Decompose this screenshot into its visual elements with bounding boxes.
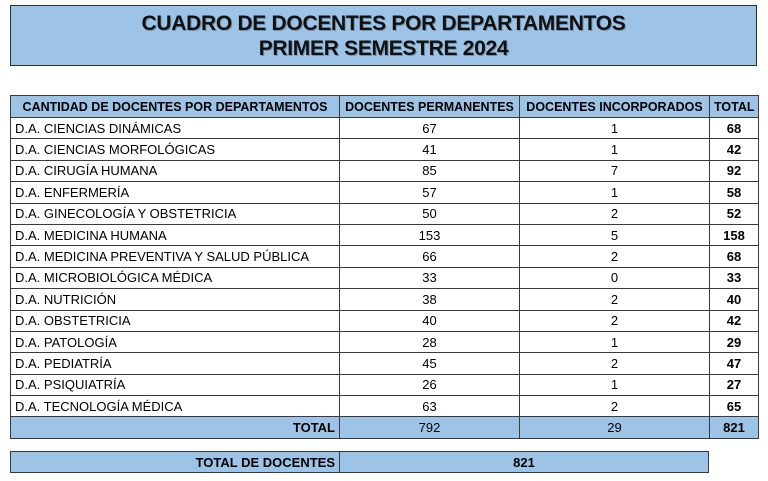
grand-total-value: 821	[340, 452, 709, 473]
row-incorporados: 2	[520, 289, 710, 310]
row-permanentes: 50	[340, 203, 520, 224]
title-line-1: CUADRO DE DOCENTES POR DEPARTAMENTOS	[141, 12, 626, 35]
row-total: 68	[710, 118, 759, 139]
row-permanentes: 63	[340, 396, 520, 417]
row-permanentes: 85	[340, 160, 520, 181]
row-department: D.A. MEDICINA HUMANA	[11, 224, 340, 245]
table-row	[11, 246, 759, 267]
header-departamentos: CANTIDAD DE DOCENTES POR DEPARTAMENTOS	[11, 96, 340, 118]
table-row	[11, 310, 759, 331]
row-department: D.A. OBSTETRICIA	[11, 310, 340, 331]
row-total: 27	[710, 374, 759, 395]
table-header-row	[11, 96, 759, 118]
row-department: D.A. GINECOLOGÍA Y OBSTETRICIA	[11, 203, 340, 224]
row-department: D.A. ENFERMERÍA	[11, 182, 340, 203]
row-total: 68	[710, 246, 759, 267]
row-total: 65	[710, 396, 759, 417]
row-department: D.A. MEDICINA PREVENTIVA Y SALUD PÚBLICA	[11, 246, 340, 267]
row-incorporados: 2	[520, 246, 710, 267]
table-row	[11, 224, 759, 245]
row-department: D.A. CIENCIAS MORFOLÓGICAS	[11, 139, 340, 160]
row-incorporados: 1	[520, 331, 710, 352]
row-permanentes: 57	[340, 182, 520, 203]
header-permanentes: DOCENTES PERMANENTES	[340, 96, 520, 118]
row-permanentes: 67	[340, 118, 520, 139]
row-permanentes: 38	[340, 289, 520, 310]
row-department: D.A. CIRUGÍA HUMANA	[11, 160, 340, 181]
row-department: D.A. PATOLOGÍA	[11, 331, 340, 352]
total-row	[11, 417, 759, 438]
table-row	[11, 289, 759, 310]
table-row	[11, 182, 759, 203]
row-total: 47	[710, 353, 759, 374]
table-row	[11, 139, 759, 160]
row-department: D.A. PEDIATRÍA	[11, 353, 340, 374]
table-row	[11, 374, 759, 395]
title-line-2: PRIMER SEMESTRE 2024	[258, 37, 509, 60]
row-permanentes: 40	[340, 310, 520, 331]
row-incorporados: 2	[520, 396, 710, 417]
table-row	[11, 353, 759, 374]
row-department: D.A. PSIQUIATRÍA	[11, 374, 340, 395]
row-total: 158	[710, 224, 759, 245]
row-department: D.A. CIENCIAS DINÁMICAS	[11, 118, 340, 139]
total-total: 821	[710, 417, 759, 438]
grand-total-table	[10, 451, 709, 473]
grand-total-row	[11, 452, 709, 473]
row-permanentes: 33	[340, 267, 520, 288]
row-total: 52	[710, 203, 759, 224]
header-total: TOTAL	[710, 96, 759, 118]
row-permanentes: 28	[340, 331, 520, 352]
row-incorporados: 1	[520, 118, 710, 139]
row-total: 29	[710, 331, 759, 352]
grand-total-label: TOTAL DE DOCENTES	[11, 452, 340, 473]
row-incorporados: 0	[520, 267, 710, 288]
title-banner	[10, 5, 757, 66]
row-total: 58	[710, 182, 759, 203]
total-permanentes: 792	[340, 417, 520, 438]
table-row	[11, 396, 759, 417]
row-total: 92	[710, 160, 759, 181]
row-incorporados: 1	[520, 182, 710, 203]
row-incorporados: 2	[520, 310, 710, 331]
row-permanentes: 66	[340, 246, 520, 267]
row-department: D.A. MICROBIOLÓGICA MÉDICA	[11, 267, 340, 288]
header-incorporados: DOCENTES INCORPORADOS	[520, 96, 710, 118]
row-incorporados: 1	[520, 374, 710, 395]
table-row	[11, 203, 759, 224]
row-total: 42	[710, 139, 759, 160]
row-total: 40	[710, 289, 759, 310]
row-incorporados: 1	[520, 139, 710, 160]
row-permanentes: 26	[340, 374, 520, 395]
row-total: 33	[710, 267, 759, 288]
table-row	[11, 267, 759, 288]
row-incorporados: 5	[520, 224, 710, 245]
row-department: D.A. NUTRICIÓN	[11, 289, 340, 310]
table-row	[11, 331, 759, 352]
row-permanentes: 45	[340, 353, 520, 374]
table-body	[11, 118, 759, 417]
total-label: TOTAL	[11, 417, 340, 438]
row-total: 42	[710, 310, 759, 331]
table-row	[11, 118, 759, 139]
row-department: D.A. TECNOLOGÍA MÉDICA	[11, 396, 340, 417]
table-row	[11, 160, 759, 181]
row-incorporados: 2	[520, 203, 710, 224]
docentes-table	[10, 95, 759, 439]
row-incorporados: 2	[520, 353, 710, 374]
row-incorporados: 7	[520, 160, 710, 181]
total-incorporados: 29	[520, 417, 710, 438]
row-permanentes: 41	[340, 139, 520, 160]
row-permanentes: 153	[340, 224, 520, 245]
